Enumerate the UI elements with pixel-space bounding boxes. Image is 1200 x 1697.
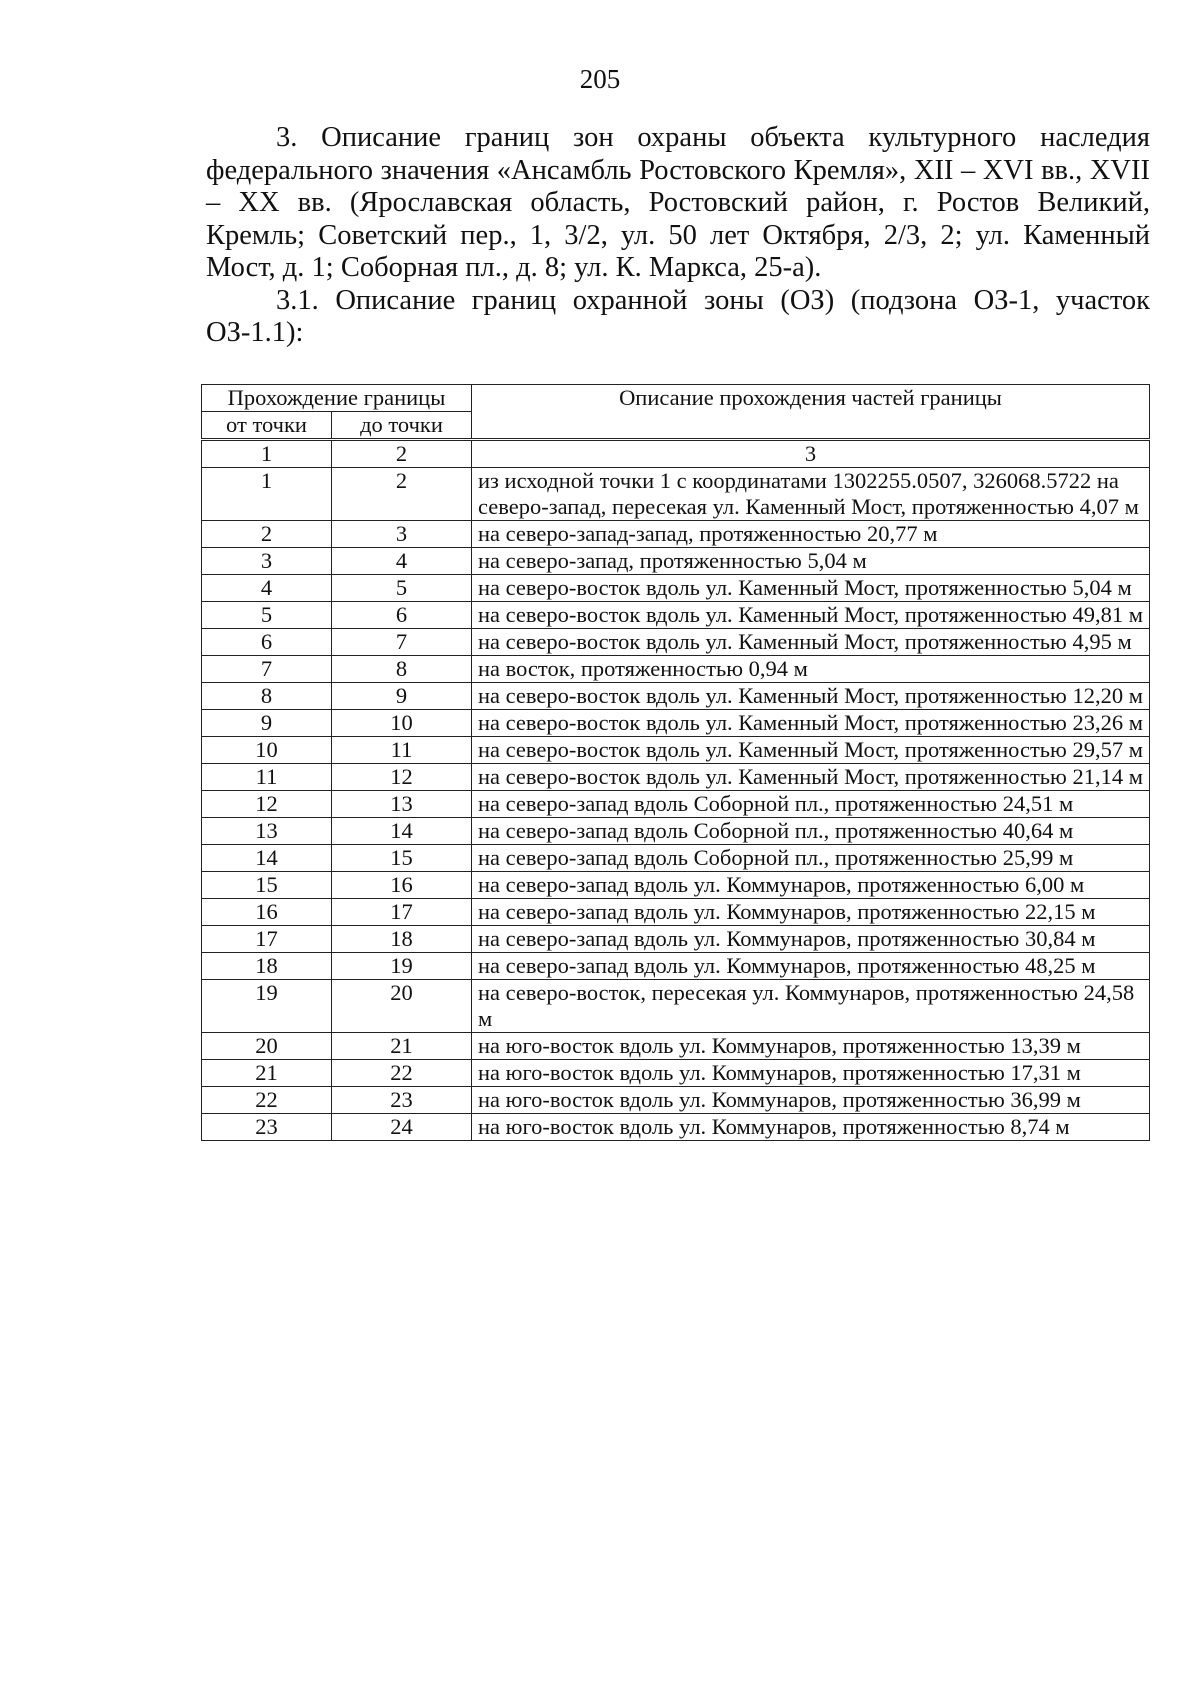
to-point-cell: 9 <box>332 683 472 710</box>
column-number: 1 <box>202 440 332 468</box>
table-row <box>202 575 1150 602</box>
page-number: 205 <box>579 64 621 94</box>
from-point-cell: 15 <box>202 872 332 899</box>
to-point-cell: 2 <box>332 468 472 521</box>
subsection-heading: 3.1. Описание границ охранной зоны (ОЗ) (подзона ОЗ-1, участок ОЗ-1.1): <box>206 284 1150 348</box>
description-cell: на юго-восток вдоль ул. Коммунаров, протяженностью 13,39 м <box>472 1033 1150 1060</box>
description-cell: на северо-запад, протяженностью 5,04 м <box>472 548 1150 575</box>
from-point-cell: 8 <box>202 683 332 710</box>
table-row <box>202 1033 1150 1060</box>
to-point-cell: 14 <box>332 818 472 845</box>
to-point-cell: 18 <box>332 926 472 953</box>
description-cell: на северо-восток, пересекая ул. Коммунаров, протяженностью 24,58 м <box>472 980 1150 1033</box>
table-row <box>202 710 1150 737</box>
to-point-cell: 21 <box>332 1033 472 1060</box>
to-point-cell: 22 <box>332 1060 472 1087</box>
to-point-cell: 8 <box>332 656 472 683</box>
table-row <box>202 548 1150 575</box>
table-row <box>202 602 1150 629</box>
from-point-cell: 17 <box>202 926 332 953</box>
from-point-cell: 13 <box>202 818 332 845</box>
table-row <box>202 656 1150 683</box>
from-point-cell: 11 <box>202 764 332 791</box>
description-cell: на северо-восток вдоль ул. Каменный Мост, протяженностью 29,57 м <box>472 737 1150 764</box>
from-point-cell: 21 <box>202 1060 332 1087</box>
from-point-cell: 1 <box>202 468 332 521</box>
table-row <box>202 1060 1150 1087</box>
boundary-table <box>201 384 1150 1141</box>
description-cell: на северо-восток вдоль ул. Каменный Мост, протяженностью 12,20 м <box>472 683 1150 710</box>
description-cell: на северо-запад-запад, протяженностью 20,77 м <box>472 521 1150 548</box>
from-point-cell: 16 <box>202 899 332 926</box>
table-row <box>202 764 1150 791</box>
to-point-cell: 6 <box>332 602 472 629</box>
description-cell: на северо-запад вдоль ул. Коммунаров, протяженностью 30,84 м <box>472 926 1150 953</box>
to-point-cell: 24 <box>332 1114 472 1141</box>
table-row <box>202 980 1150 1033</box>
table-row <box>202 1114 1150 1141</box>
to-point-cell: 3 <box>332 521 472 548</box>
to-point-cell: 19 <box>332 953 472 980</box>
description-cell: из исходной точки 1 с координатами 1302255.0507, 326068.5722 на северо-запад, пересекая ул. Каменный Мост, протяженностью 4,07 м <box>472 468 1150 521</box>
boundary-table-container <box>201 384 1151 1141</box>
table-row <box>202 1087 1150 1114</box>
from-point-cell: 5 <box>202 602 332 629</box>
to-point-cell: 17 <box>332 899 472 926</box>
header-from-cell: от точки <box>202 412 332 440</box>
to-point-cell: 20 <box>332 980 472 1033</box>
to-point-cell: 4 <box>332 548 472 575</box>
column-number: 2 <box>332 440 472 468</box>
description-cell: на северо-восток вдоль ул. Каменный Мост, протяженностью 23,26 м <box>472 710 1150 737</box>
column-number: 3 <box>472 440 1150 468</box>
to-point-cell: 16 <box>332 872 472 899</box>
table-row <box>202 737 1150 764</box>
from-point-cell: 19 <box>202 980 332 1033</box>
description-cell: на северо-запад вдоль Соборной пл., протяженностью 40,64 м <box>472 818 1150 845</box>
from-point-cell: 6 <box>202 629 332 656</box>
from-point-cell: 3 <box>202 548 332 575</box>
to-point-cell: 11 <box>332 737 472 764</box>
table-header-row <box>202 385 1150 412</box>
from-point-cell: 20 <box>202 1033 332 1060</box>
to-point-cell: 23 <box>332 1087 472 1114</box>
table-row <box>202 818 1150 845</box>
description-cell: на северо-запад вдоль Соборной пл., протяженностью 24,51 м <box>472 791 1150 818</box>
table-row <box>202 899 1150 926</box>
table-row <box>202 521 1150 548</box>
from-point-cell: 4 <box>202 575 332 602</box>
table-row <box>202 872 1150 899</box>
description-cell: на северо-восток вдоль ул. Каменный Мост, протяженностью 21,14 м <box>472 764 1150 791</box>
from-point-cell: 7 <box>202 656 332 683</box>
from-point-cell: 9 <box>202 710 332 737</box>
table-body <box>202 468 1150 1141</box>
description-cell: на северо-восток вдоль ул. Каменный Мост, протяженностью 4,95 м <box>472 629 1150 656</box>
to-point-cell: 10 <box>332 710 472 737</box>
description-cell: на северо-восток вдоль ул. Каменный Мост, протяженностью 49,81 м <box>472 602 1150 629</box>
description-cell: на юго-восток вдоль ул. Коммунаров, протяженностью 8,74 м <box>472 1114 1150 1141</box>
table-row <box>202 791 1150 818</box>
intro-text <box>206 122 1150 350</box>
from-point-cell: 23 <box>202 1114 332 1141</box>
table-row <box>202 926 1150 953</box>
header-to-cell: до точки <box>332 412 472 440</box>
from-point-cell: 22 <box>202 1087 332 1114</box>
to-point-cell: 5 <box>332 575 472 602</box>
header-group-cell: Прохождение границы <box>202 385 472 412</box>
description-cell: на восток, протяженностью 0,94 м <box>472 656 1150 683</box>
description-cell: на северо-запад вдоль ул. Коммунаров, протяженностью 6,00 м <box>472 872 1150 899</box>
table-row <box>202 468 1150 521</box>
table-row <box>202 845 1150 872</box>
table-row <box>202 683 1150 710</box>
description-cell: на юго-восток вдоль ул. Коммунаров, протяженностью 36,99 м <box>472 1087 1150 1114</box>
header-desc-cell: Описание прохождения частей границы <box>472 385 1150 440</box>
from-point-cell: 10 <box>202 737 332 764</box>
table-row <box>202 629 1150 656</box>
description-cell: на северо-запад вдоль Соборной пл., протяженностью 25,99 м <box>472 845 1150 872</box>
description-cell: на северо-восток вдоль ул. Каменный Мост, протяженностью 5,04 м <box>472 575 1150 602</box>
column-number-row <box>202 440 1150 468</box>
description-cell: на юго-восток вдоль ул. Коммунаров, протяженностью 17,31 м <box>472 1060 1150 1087</box>
from-point-cell: 12 <box>202 791 332 818</box>
to-point-cell: 13 <box>332 791 472 818</box>
description-cell: на северо-запад вдоль ул. Коммунаров, протяженностью 22,15 м <box>472 899 1150 926</box>
to-point-cell: 12 <box>332 764 472 791</box>
from-point-cell: 2 <box>202 521 332 548</box>
description-cell: на северо-запад вдоль ул. Коммунаров, протяженностью 48,25 м <box>472 953 1150 980</box>
section-heading: 3. Описание границ зон охраны объекта культурного наследия федерального значения «Ансамбль Ростовского Кремля», XII – XVI вв., XVII – XX вв. (Ярославская область, Ростовский район, г. Ростов Великий, Кремль; Советский пер., 1, 3/2, ул. 50 лет Октября, 2/3, 2; ул. Каменный Мост, д. 1; Соборная пл., д. 8; ул. К. Маркса, 25-а). <box>206 122 1150 283</box>
to-point-cell: 7 <box>332 629 472 656</box>
to-point-cell: 15 <box>332 845 472 872</box>
table-row <box>202 953 1150 980</box>
from-point-cell: 14 <box>202 845 332 872</box>
from-point-cell: 18 <box>202 953 332 980</box>
